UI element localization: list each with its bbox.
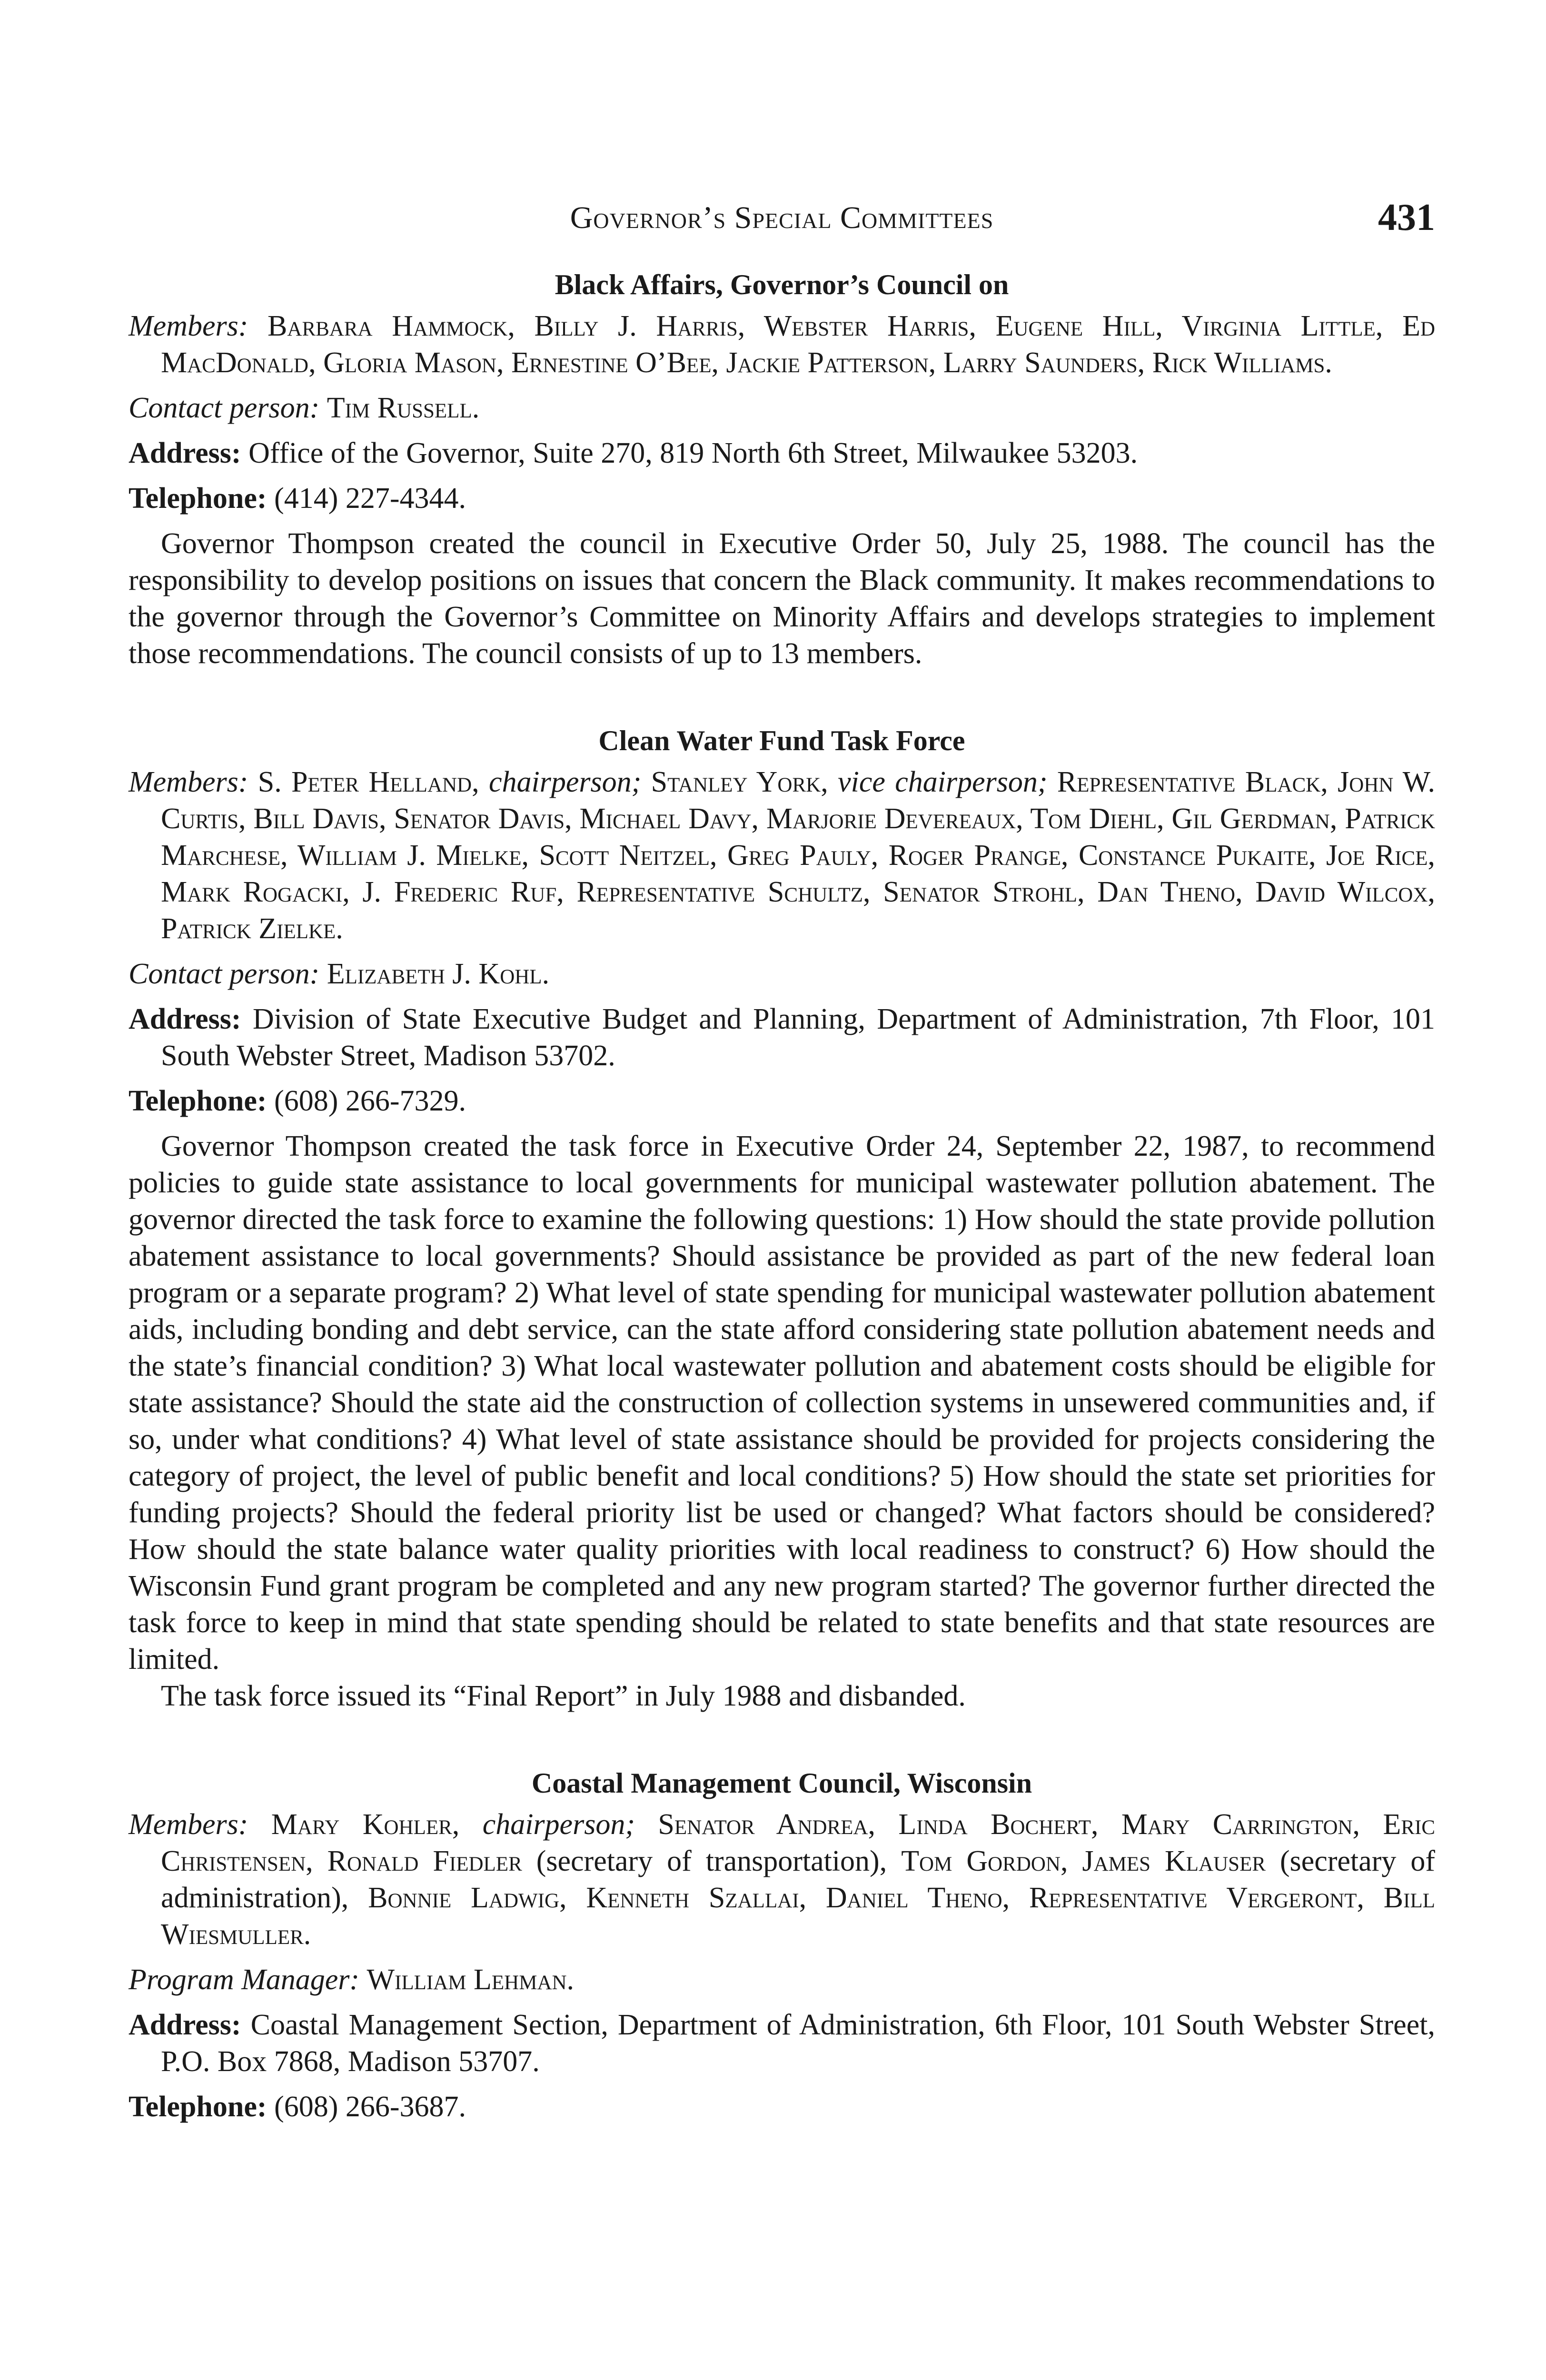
telephone-number: (414) 227-4344. — [274, 482, 466, 515]
members-part: Stanley York — [641, 766, 821, 798]
members-part: , — [821, 766, 838, 798]
members-role: chairperson; — [482, 1808, 635, 1841]
members-part: , — [452, 1808, 483, 1841]
contact-name: Tim Russell. — [327, 392, 480, 424]
running-head — [129, 197, 1435, 248]
contact-label: Contact person: — [129, 392, 320, 424]
members-entry — [129, 764, 1435, 947]
address-text: Office of the Governor, Suite 270, 819 North 6th Street, Milwaukee 53203. — [248, 437, 1138, 469]
members-part: (secretary of transportation), — [522, 1845, 902, 1877]
section-title: Black Affairs, Governor’s Council on — [555, 269, 1009, 300]
members-part: S. Peter Helland — [258, 766, 472, 798]
section-coastal-management — [129, 1767, 1435, 2125]
running-title: Governor’s Special Committees — [570, 200, 994, 235]
telephone-label: Telephone: — [129, 482, 267, 515]
members-role: chairperson; — [488, 766, 642, 798]
members-label: Members: — [129, 310, 248, 342]
telephone-label: Telephone: — [129, 2091, 267, 2123]
members-label: Members: — [129, 1808, 248, 1841]
section-title: Clean Water Fund Task Force — [598, 725, 965, 756]
telephone-number: (608) 266-7329. — [274, 1085, 466, 1117]
address-label: Address: — [129, 2009, 241, 2041]
telephone-label: Telephone: — [129, 1085, 267, 1117]
members-part: Representative Black, John W. Curtis, Bill Davis, Senator Davis, Michael Davy, Marjorie Devereaux, Tom Diehl, Gil Gerdman, Patrick Marchese, William J. Mielke, Scott Neitzel, Greg Pauly, Roger Prange, Constance Pukaite, Joe Rice, Mark Rogacki, J. Frederic Ruf, Representative Schultz, Senator Strohl, Dan Theno, David Wilcox, Patrick Zielke. — [161, 766, 1436, 945]
address-entry — [129, 1001, 1435, 1074]
program-manager-entry — [129, 1962, 1435, 1998]
telephone-entry — [129, 2089, 1435, 2125]
program-manager-label: Program Manager: — [129, 1964, 360, 1996]
members-part: Bonnie Ladwig, Kenneth Szallai, Daniel Theno, Representative Vergeront, Bill Wiesmuller. — [161, 1882, 1436, 1951]
section-clean-water — [129, 724, 1435, 1715]
program-manager-name: William Lehman. — [367, 1964, 575, 1996]
members-label: Members: — [129, 766, 248, 798]
address-text: Coastal Management Section, Department of Administration, 6th Floor, 101 South Webster Street, P.O. Box 7868, Madison 53707. — [161, 2009, 1435, 2078]
telephone-entry — [129, 1083, 1435, 1120]
members-role: vice chairperson; — [838, 766, 1048, 798]
members-part: Senator Andrea, Linda Bochert, Mary Carrington, Eric Christensen, Ronald Fiedler — [161, 1808, 1435, 1877]
address-text: Division of State Executive Budget and Planning, Department of Administration, 7th Floor, 101 South Webster Street, Madison 53702. — [161, 1003, 1435, 1072]
members-part: Tom Gordon, James Klauser — [901, 1845, 1266, 1877]
body-paragraph: Governor Thompson created the task force in Executive Order 24, September 22, 1987, to recommend policies to guide state assistance to local governments for municipal wastewater pollution abatement. The governor directed the task force to examine the following questions: 1) How should the state provide pollution abatement assistance to local governments? Should assistance be provided as part of the new federal loan program or a separate program? 2) What level of state spending for municipal wastewater pollution abatement aids, including bonding and debt service, can the state afford considering state pollution abatement needs and the state’s financial condition? 3) What local wastewater pollution and abatement costs should be eligible for state assistance? Should the state aid the construction of collection systems in unsewered communities and, if so, under what conditions? 4) What level of state assistance should be provided for projects considering the category of project, the level of public benefit and local conditions? 5) How should the state set priorities for funding projects? Should the federal priority list be used or changed? What factors should be considered? How should the state balance water quality priorities with local readiness to construct? 6) How should the Wisconsin Fund grant program be completed and any new program started? The governor further directed the task force to keep in mind that state spending should be related to state benefits and that state resources are limited. — [129, 1130, 1435, 1676]
section-black-affairs — [129, 268, 1435, 672]
address-label: Address: — [129, 1003, 241, 1035]
members-list: Barbara Hammock, Billy J. Harris, Webster Harris, Eugene Hill, Virginia Little, Ed MacDonald, Gloria Mason, Ernestine O’Bee, Jackie Patterson, Larry Saunders, Rick Williams. — [161, 310, 1435, 379]
document-page — [129, 197, 1436, 2125]
members-entry — [129, 308, 1435, 381]
contact-entry — [129, 390, 1435, 426]
address-label: Address: — [129, 437, 241, 469]
contact-label: Contact person: — [129, 958, 320, 990]
members-part: Mary Kohler — [271, 1808, 452, 1841]
page-number: 431 — [1378, 197, 1435, 238]
body-paragraph: The task force issued its “Final Report” in July 1988 and disbanded. — [161, 1680, 966, 1712]
contact-entry — [129, 956, 1435, 992]
body-paragraph: Governor Thompson created the council in Executive Order 50, July 25, 1988. The council has the responsibility to develop positions on issues that concern the Black community. It makes recommendations to the governor through the Governor’s Committee on Minority Affairs and develops strategies to implement those recommendations. The council consists of up to 13 members. — [129, 527, 1435, 670]
section-title: Coastal Management Council, Wisconsin — [531, 1767, 1032, 1799]
address-entry — [129, 435, 1435, 472]
members-entry — [129, 1806, 1435, 1953]
members-part: , — [472, 766, 489, 798]
contact-name: Elizabeth J. Kohl. — [327, 958, 550, 990]
telephone-number: (608) 266-3687. — [274, 2091, 466, 2123]
telephone-entry — [129, 480, 1435, 517]
members-part: (secretary of administration), — [161, 1845, 1436, 1914]
address-entry — [129, 2007, 1435, 2080]
